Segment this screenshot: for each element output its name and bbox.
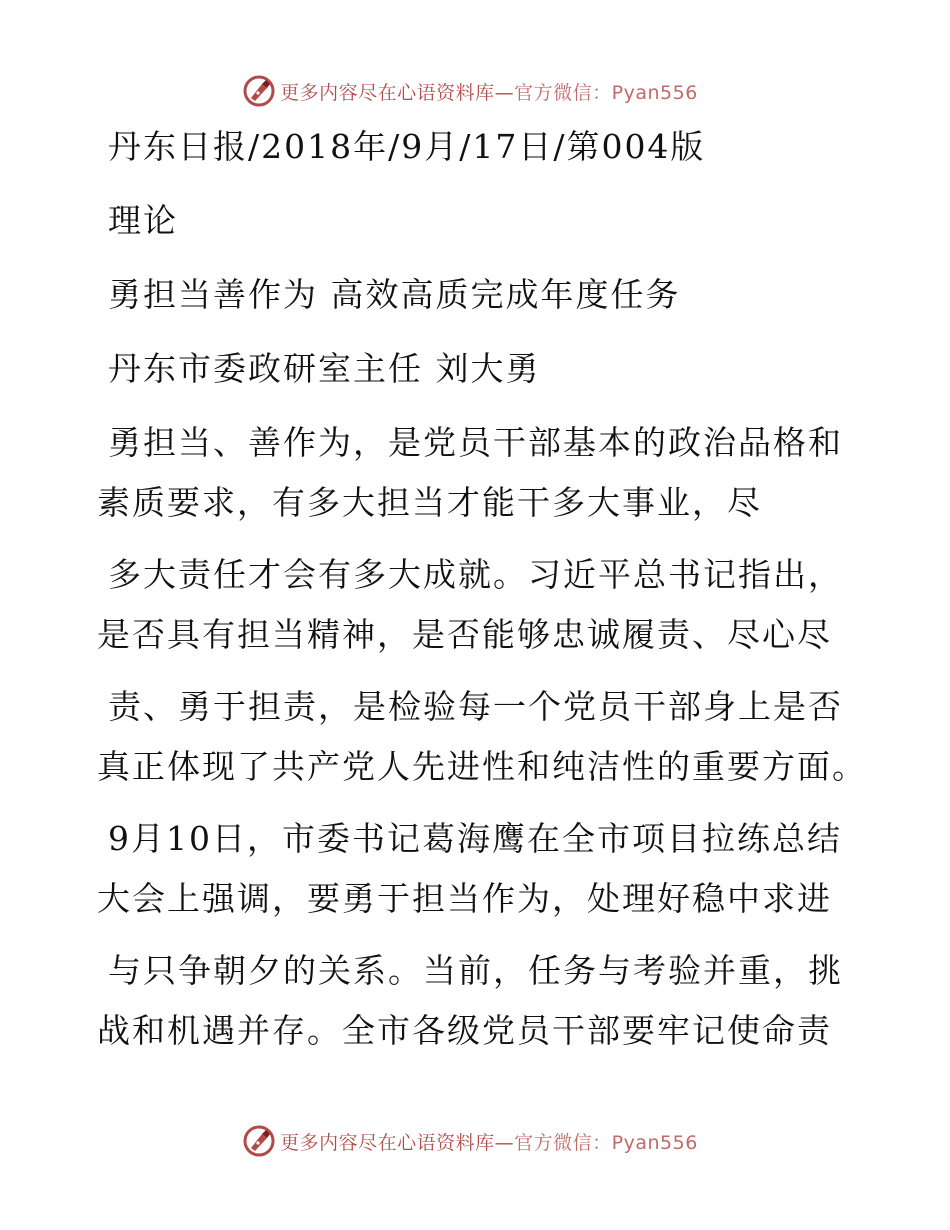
article-title: 勇担当善作为 高效高质完成年度任务 xyxy=(108,275,681,314)
body-line: 9月10日，市委书记葛海鹰在全市项目拉练总结 xyxy=(108,819,842,858)
body-line: 真正体现了共产党人先进性和纯洁性的重要方面。 xyxy=(97,747,867,786)
body-line: 大会上强调，要勇于担当作为，处理好稳中求进 xyxy=(97,879,832,918)
body-line: 素质要求，有多大担当才能干多大事业，尽 xyxy=(97,483,762,522)
section-label: 理论 xyxy=(108,201,178,240)
watermark-banner-bottom xyxy=(0,1121,950,1161)
article-byline: 丹东市委政研室主任 刘大勇 xyxy=(108,349,541,388)
body-line: 战和机遇并存。全市各级党员干部要牢记使命责 xyxy=(97,1011,832,1050)
body-line: 责、勇于担责，是检验每一个党员干部身上是否 xyxy=(108,687,843,726)
body-line: 多大责任才会有多大成就。习近平总书记指出， xyxy=(108,555,843,594)
watermark-text: 更多内容尽在心语资料库—官方微信：Pyan556 xyxy=(280,1131,698,1154)
pen-nib-logo-icon xyxy=(242,74,276,108)
body-line: 勇担当、善作为，是党员干部基本的政治品格和 xyxy=(108,423,843,462)
watermark-content xyxy=(242,1124,698,1158)
source-line: 丹东日报/2018年/9月/17日/第004版 xyxy=(108,127,706,166)
pen-nib-logo-icon xyxy=(242,1124,276,1158)
watermark-content xyxy=(242,74,698,108)
watermark-text: 更多内容尽在心语资料库—官方微信：Pyan556 xyxy=(280,81,698,104)
watermark-banner-top xyxy=(0,71,950,111)
body-line: 是否具有担当精神，是否能够忠诚履责、尽心尽 xyxy=(97,615,832,654)
body-line: 与只争朝夕的关系。当前，任务与考验并重，挑 xyxy=(108,951,843,990)
